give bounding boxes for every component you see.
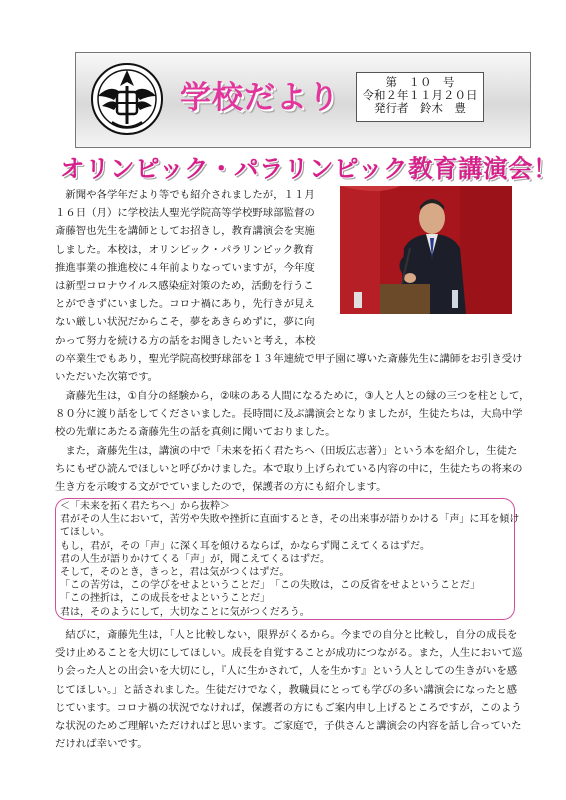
text-line: しました。本校は，オリンピック・パラリンピック教育 bbox=[55, 243, 314, 256]
text-line: 新聞や各学年だより等でも紹介されましたが，１１月 bbox=[55, 189, 315, 201]
quote-heading: ＜「未来を拓く君たちへ」から抜粋＞ bbox=[60, 501, 230, 512]
text-line: ちにもぜひ読んでほしいと呼びかけました。本で取り上げられている内容の中に，生徒たちの将来の bbox=[55, 463, 523, 476]
school-emblem-icon bbox=[90, 62, 164, 136]
text-line: ８０分に渡り話をしてくださいました。長時間に及ぶ講演会となりましたが，生徒たちは，大鳥中学 bbox=[55, 408, 523, 421]
text-line: 斎藤先生は，①自分の経験から，②味のある人間になるために，③人と人との縁の三つを柱として， bbox=[55, 390, 530, 402]
issue-publisher: 発行者 鈴木 豊 bbox=[374, 101, 466, 115]
paragraph-2 bbox=[55, 387, 530, 442]
text-line: また，斎藤先生は，講演の中で「未来を拓く君たちへ（田坂広志著）」という本を紹介し，生徒た bbox=[55, 445, 518, 457]
text-line: だければ幸いです。 bbox=[55, 738, 148, 751]
newsletter-title: 学校だより bbox=[180, 80, 340, 116]
quote-line: 「この挫折は，この成長をせよということだ」 bbox=[60, 593, 270, 605]
text-line: かって努力を続ける方の話をお聞きしたいと考え，本校 bbox=[55, 334, 316, 347]
quote-line: そして，そのとき，きっと，君は気がつくはずだ。 bbox=[60, 567, 290, 579]
text-line: の卒業生でもあり，聖光学院高校野球部を１３年連続で甲子園に導いた斎藤先生に講師をお引き受け bbox=[55, 352, 523, 365]
text-line: じています。コロナ禍の状況でなければ，保護者の方にもご案内申し上げるところですが，このよう bbox=[55, 701, 522, 714]
text-line: 受け止めることを大切にしてほしい。成長を自覚することが成功につながる。また，人生において巡 bbox=[55, 647, 523, 660]
quote-line: 君がその人生において，苦労や失敗や挫折に直面するとき，その出来事が語りかける「声」に耳を傾け bbox=[60, 514, 520, 526]
text-line: １６日（月）に学校法人聖光学院高等学校野球部監督の bbox=[55, 207, 315, 220]
text-line: 結びに，斎藤先生は，「人と比較しない，限界がくるから。今までの自分と比較し，自分の成長を bbox=[55, 629, 518, 641]
quote-line: てほしい。 bbox=[60, 527, 110, 539]
quote-line: もし，君が，その「声」に深く耳を傾けるならば，かならず聞こえてくるはずだ。 bbox=[60, 540, 430, 552]
quote-line: 君は，そのようにして，大切なことに気がつくだろう。 bbox=[60, 606, 310, 618]
text-line: は新型コロナウイルス感染症対策のため，活動を行うこ bbox=[55, 280, 314, 293]
paragraph-1 bbox=[55, 186, 523, 386]
quote-line: 「この苦労は，この学びをせよということだ」 「この失敗は，この反省をせよということだ」 bbox=[60, 580, 480, 592]
issue-date: 令和２年１１月２０日 bbox=[362, 88, 478, 102]
issue-info-box bbox=[356, 72, 484, 122]
text-line: 斎藤智也先生を講師としてお招きし，教育講演会を実施 bbox=[55, 225, 315, 238]
paragraph-4 bbox=[55, 626, 522, 753]
text-line: ない厳しい状況だからこそ，夢をあきらめずに，夢に向 bbox=[55, 316, 315, 329]
text-line: じてほしい。」と話されました。生徒だけでなく，教職員にとっても学びの多い講演会になったと感 bbox=[55, 683, 517, 696]
text-line: 推進事業の推進校に４年前よりなっていますが，今年度 bbox=[55, 261, 315, 274]
issue-number: 第 １０ 号 bbox=[385, 75, 455, 89]
article-headline: オリンピック・パラリンピック教育講演会！ bbox=[60, 154, 559, 183]
quote-line: 君の人生が語りかけてくる「声」が，聞こえてくるはずだ。 bbox=[60, 553, 330, 565]
text-line: な状況のためご理解いただければと思います。ご家庭で，子供さんと講演会の内容を話し合っていた bbox=[55, 720, 522, 733]
text-line: 校の先輩にあたる斎藤先生の話を真剣に聞いておりました。 bbox=[55, 426, 336, 439]
text-line: り会った人との出会いを大切にし，『人に生かされて，人を生かす』という人としての生きがいを感 bbox=[55, 665, 518, 678]
text-line: いただいた次第です。 bbox=[55, 371, 159, 384]
quote-text bbox=[60, 500, 519, 619]
text-line: とができずにいました。コロナ禍にあり，先行きが見え bbox=[55, 298, 315, 311]
text-line: 生き方を示唆する文がでていましたので，保護者の方にも紹介します。 bbox=[55, 481, 387, 494]
paragraph-3 bbox=[55, 442, 523, 497]
